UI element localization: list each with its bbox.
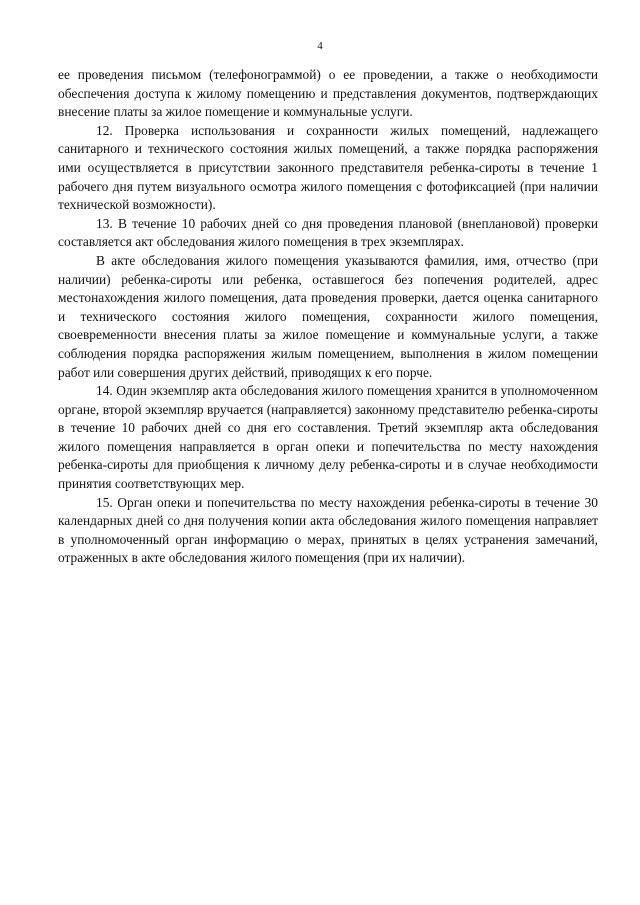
page-number: 4 <box>317 40 323 52</box>
paragraph-item-12: 12. Проверка использования и сохранности жилых помещений, надлежащего санитарного и технического состояния жилых помещений, а также порядка распоряжения ими осуществляется в присутствии законного представителя ребенка-сироты в течение 1 рабочего дня путем визуального осмотра жилого помещения с фотофиксацией (при наличии технической возможности). <box>58 122 598 213</box>
paragraph-act-contents: В акте обследования жилого помещения указываются фамилия, имя, отчество (при наличии) ребенка-сироты или ребенка, оставшегося без попечения родителей, адрес местонахождения жилого помещения, дата проведения проверки, дается оценка санитарного и технического состояния жилого помещения, сохранности жилого помещения, своевременности внесения платы за жилое помещение и коммунальные услуги, а также соблюдения порядка распоряжения жилым помещением, выполнения в жилом помещении работ или совершения других действий, приводящих к его порче. <box>58 252 598 380</box>
paragraph-item-15: 15. Орган опеки и попечительства по месту нахождения ребенка-сироты в течение 30 календарных дней со дня получения копии акта обследования жилого помещения направляет в уполномоченный орган информацию о мерах, принятых в целях устранения замечаний, отраженных в акте обследования жилого помещения (при их наличии). <box>58 494 598 566</box>
document-body <box>58 66 598 568</box>
paragraph-item-14: 14. Один экземпляр акта обследования жилого помещения хранится в уполномоченном органе, второй экземпляр вручается (направляется) законному представителю ребенка-сироты в течение 10 рабочих дней со дня его составления. Третий экземпляр акта обследования жилого помещения направляется в орган опеки и попечительства по месту нахождения ребенка-сироты для приобщения к личному делу ребенка-сироты и в случае необходимости принятия соответствующих мер. <box>58 383 598 492</box>
paragraph-continuation: ее проведения письмом (телефонограммой) о ее проведении, а также о необходимости обеспечения доступа к жилому помещению и представления документов, подтверждающих внесение платы за жилое помещение и коммунальные услуги. <box>58 67 598 120</box>
paragraph-item-13: 13. В течение 10 рабочих дней со дня проведения плановой (внеплановой) проверки составляется акт обследования жилого помещения в трех экземплярах. <box>58 215 598 250</box>
